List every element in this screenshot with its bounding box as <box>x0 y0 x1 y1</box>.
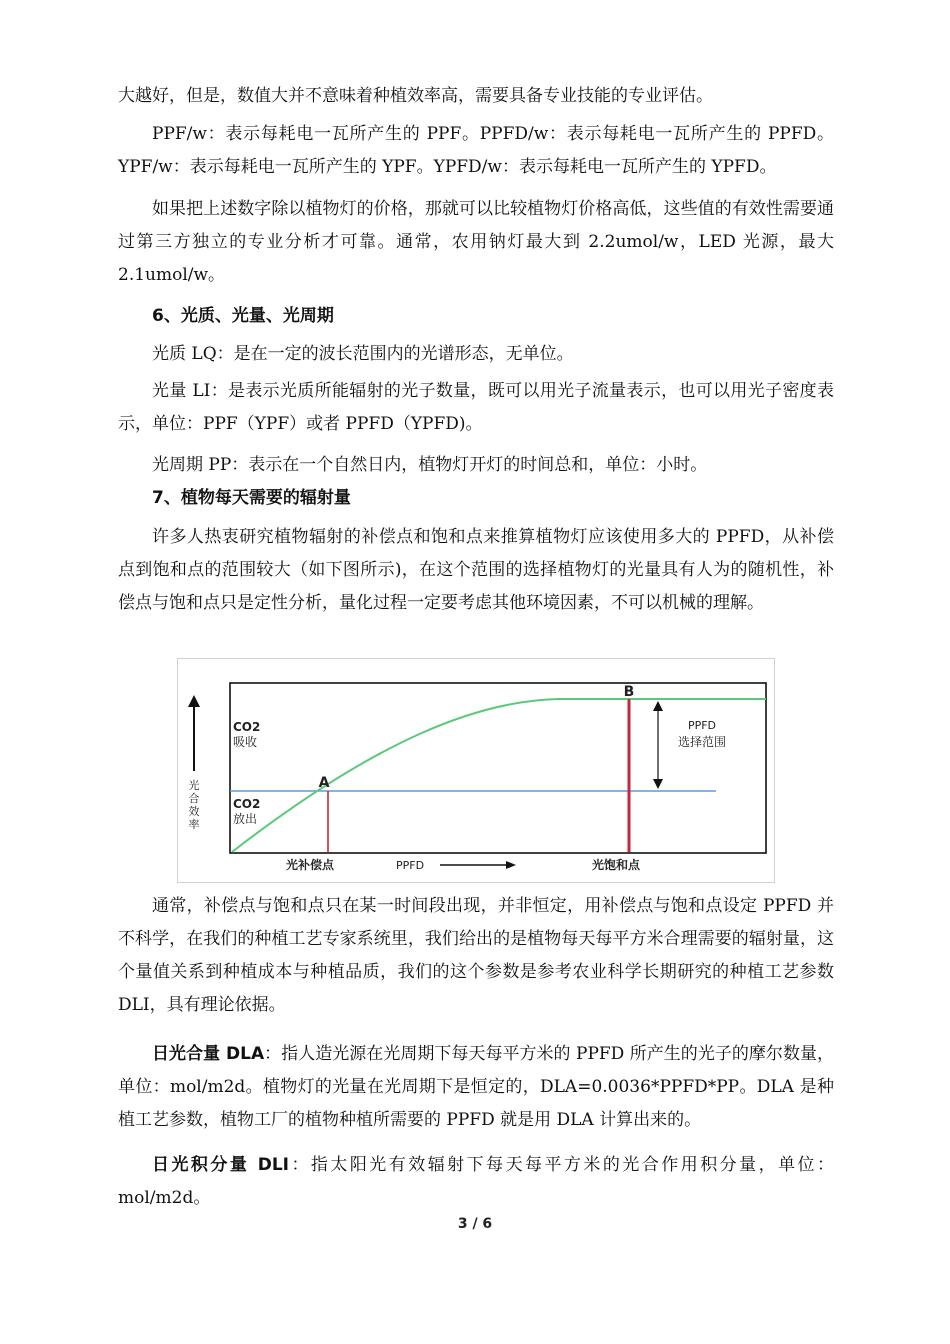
range-arrow-head-bottom <box>653 779 663 789</box>
compensation-point-label: 光补偿点 <box>286 858 335 872</box>
light-response-figure <box>177 658 775 883</box>
dla-term: 日光合量 DLA <box>152 1044 265 1064</box>
paragraph-efficiency-definitions: PPF/w：表示每耗电一瓦所产生的 PPF。PPFD/w：表示每耗电一瓦所产生的 PPFD。YPF/w：表示每耗电一瓦所产生的 YPF。YPFD/w：表示每耗电一瓦所产生的 YPFD。 <box>118 124 834 177</box>
range-label-line2: 选择范围 <box>677 735 727 749</box>
co2-absorb-label-line2: 吸收 <box>233 735 258 749</box>
paragraph-price-comparison: 如果把上述数字除以植物灯的价格，那就可以比较植物灯价格高低，这些值的有效性需要通过第三方独立的专业分析才可靠。通常，农用钠灯最大到 2.2umol/w，LED 光源，最大 2.1umol/w。 <box>118 199 834 285</box>
plot-frame <box>230 683 766 853</box>
paragraph-light-quality: 光质 LQ：是在一定的波长范围内的光谱形态，无单位。 <box>152 344 574 364</box>
paragraph-dla <box>118 1038 834 1137</box>
dla-definition: ：指人造光源在光周期下每天每平方米的 PPFD 所产生的光子的摩尔数量，单位：mol/m2d。植物灯的光量在光周期下是恒定的，DLA=0.0036*PPFD*PP。DLA 是种植工艺参数，植物工厂的植物种植所需要的 PPFD 就是用 DLA 计算出来的。 <box>118 1044 834 1130</box>
saturation-point-label: 光饱和点 <box>592 858 641 872</box>
co2-release-label-line2: 放出 <box>233 812 258 826</box>
point-a-label: A <box>318 775 330 791</box>
paragraph-compensation-saturation: 许多人热衷研究植物辐射的补偿点和饱和点来推算植物灯应该使用多大的 PPFD，从补偿点到饱和点的范围较大（如下图所示)，在这个范围的选择植物灯的光量具有人为的随机性，补偿点与饱和点只是定性分析，量化过程一定要考虑其他环境因素，不可以机械的理解。 <box>118 527 834 613</box>
dli-definition: ：指太阳光有效辐射下每天每平方米的光合作用积分量，单位：mol/m2d。 <box>118 1155 835 1208</box>
co2-release-label-line1: CO2 <box>233 797 261 811</box>
dli-term: 日光积分量 DLI <box>152 1155 289 1175</box>
paragraph-dli <box>118 1149 834 1215</box>
y-axis-label-c3: 效 <box>188 805 200 818</box>
section-heading-6: 6、光质、光量、光周期 <box>152 306 334 326</box>
x-axis-arrow-head <box>506 861 516 869</box>
y-axis-label-c4: 率 <box>188 818 200 831</box>
y-axis-arrow-head <box>188 695 200 707</box>
point-b-label: B <box>623 684 635 700</box>
paragraph-photoperiod: 光周期 PP：表示在一个自然日内，植物灯开灯的时间总和，单位：小时。 <box>152 455 708 475</box>
page-number: 3 / 6 <box>457 1216 493 1232</box>
y-axis-label-c1: 光 <box>188 779 200 792</box>
paragraph-continuation: 大越好，但是，数值大并不意味着种植效率高，需要具备专业技能的专业评估。 <box>118 86 713 106</box>
y-axis-label-c2: 合 <box>188 792 200 805</box>
co2-absorb-label-line1: CO2 <box>233 720 261 734</box>
light-response-curve <box>232 699 766 852</box>
range-label-line1: PPFD <box>687 719 717 732</box>
paragraph-dli-reasoning: 通常，补偿点与饱和点只在某一时间段出现，并非恒定，用补偿点与饱和点设定 PPFD 并不科学，在我们的种植工艺专家系统里，我们给出的是植物每天每平方米合理需要的辐射量，这个量值关系到种植成本与种植品质，我们的这个参数是参考农业科学长期研究的种植工艺参数 DLI，具有理论依据。 <box>118 896 834 1015</box>
paragraph-light-quantity: 光量 LI：是表示光质所能辐射的光子数量，既可以用光子流量表示，也可以用光子密度表示，单位：PPF（YPF）或者 PPFD（YPFD)。 <box>118 381 834 434</box>
x-axis-label: PPFD <box>396 859 425 872</box>
range-arrow-head-top <box>653 701 663 711</box>
section-heading-7: 7、植物每天需要的辐射量 <box>152 488 351 508</box>
